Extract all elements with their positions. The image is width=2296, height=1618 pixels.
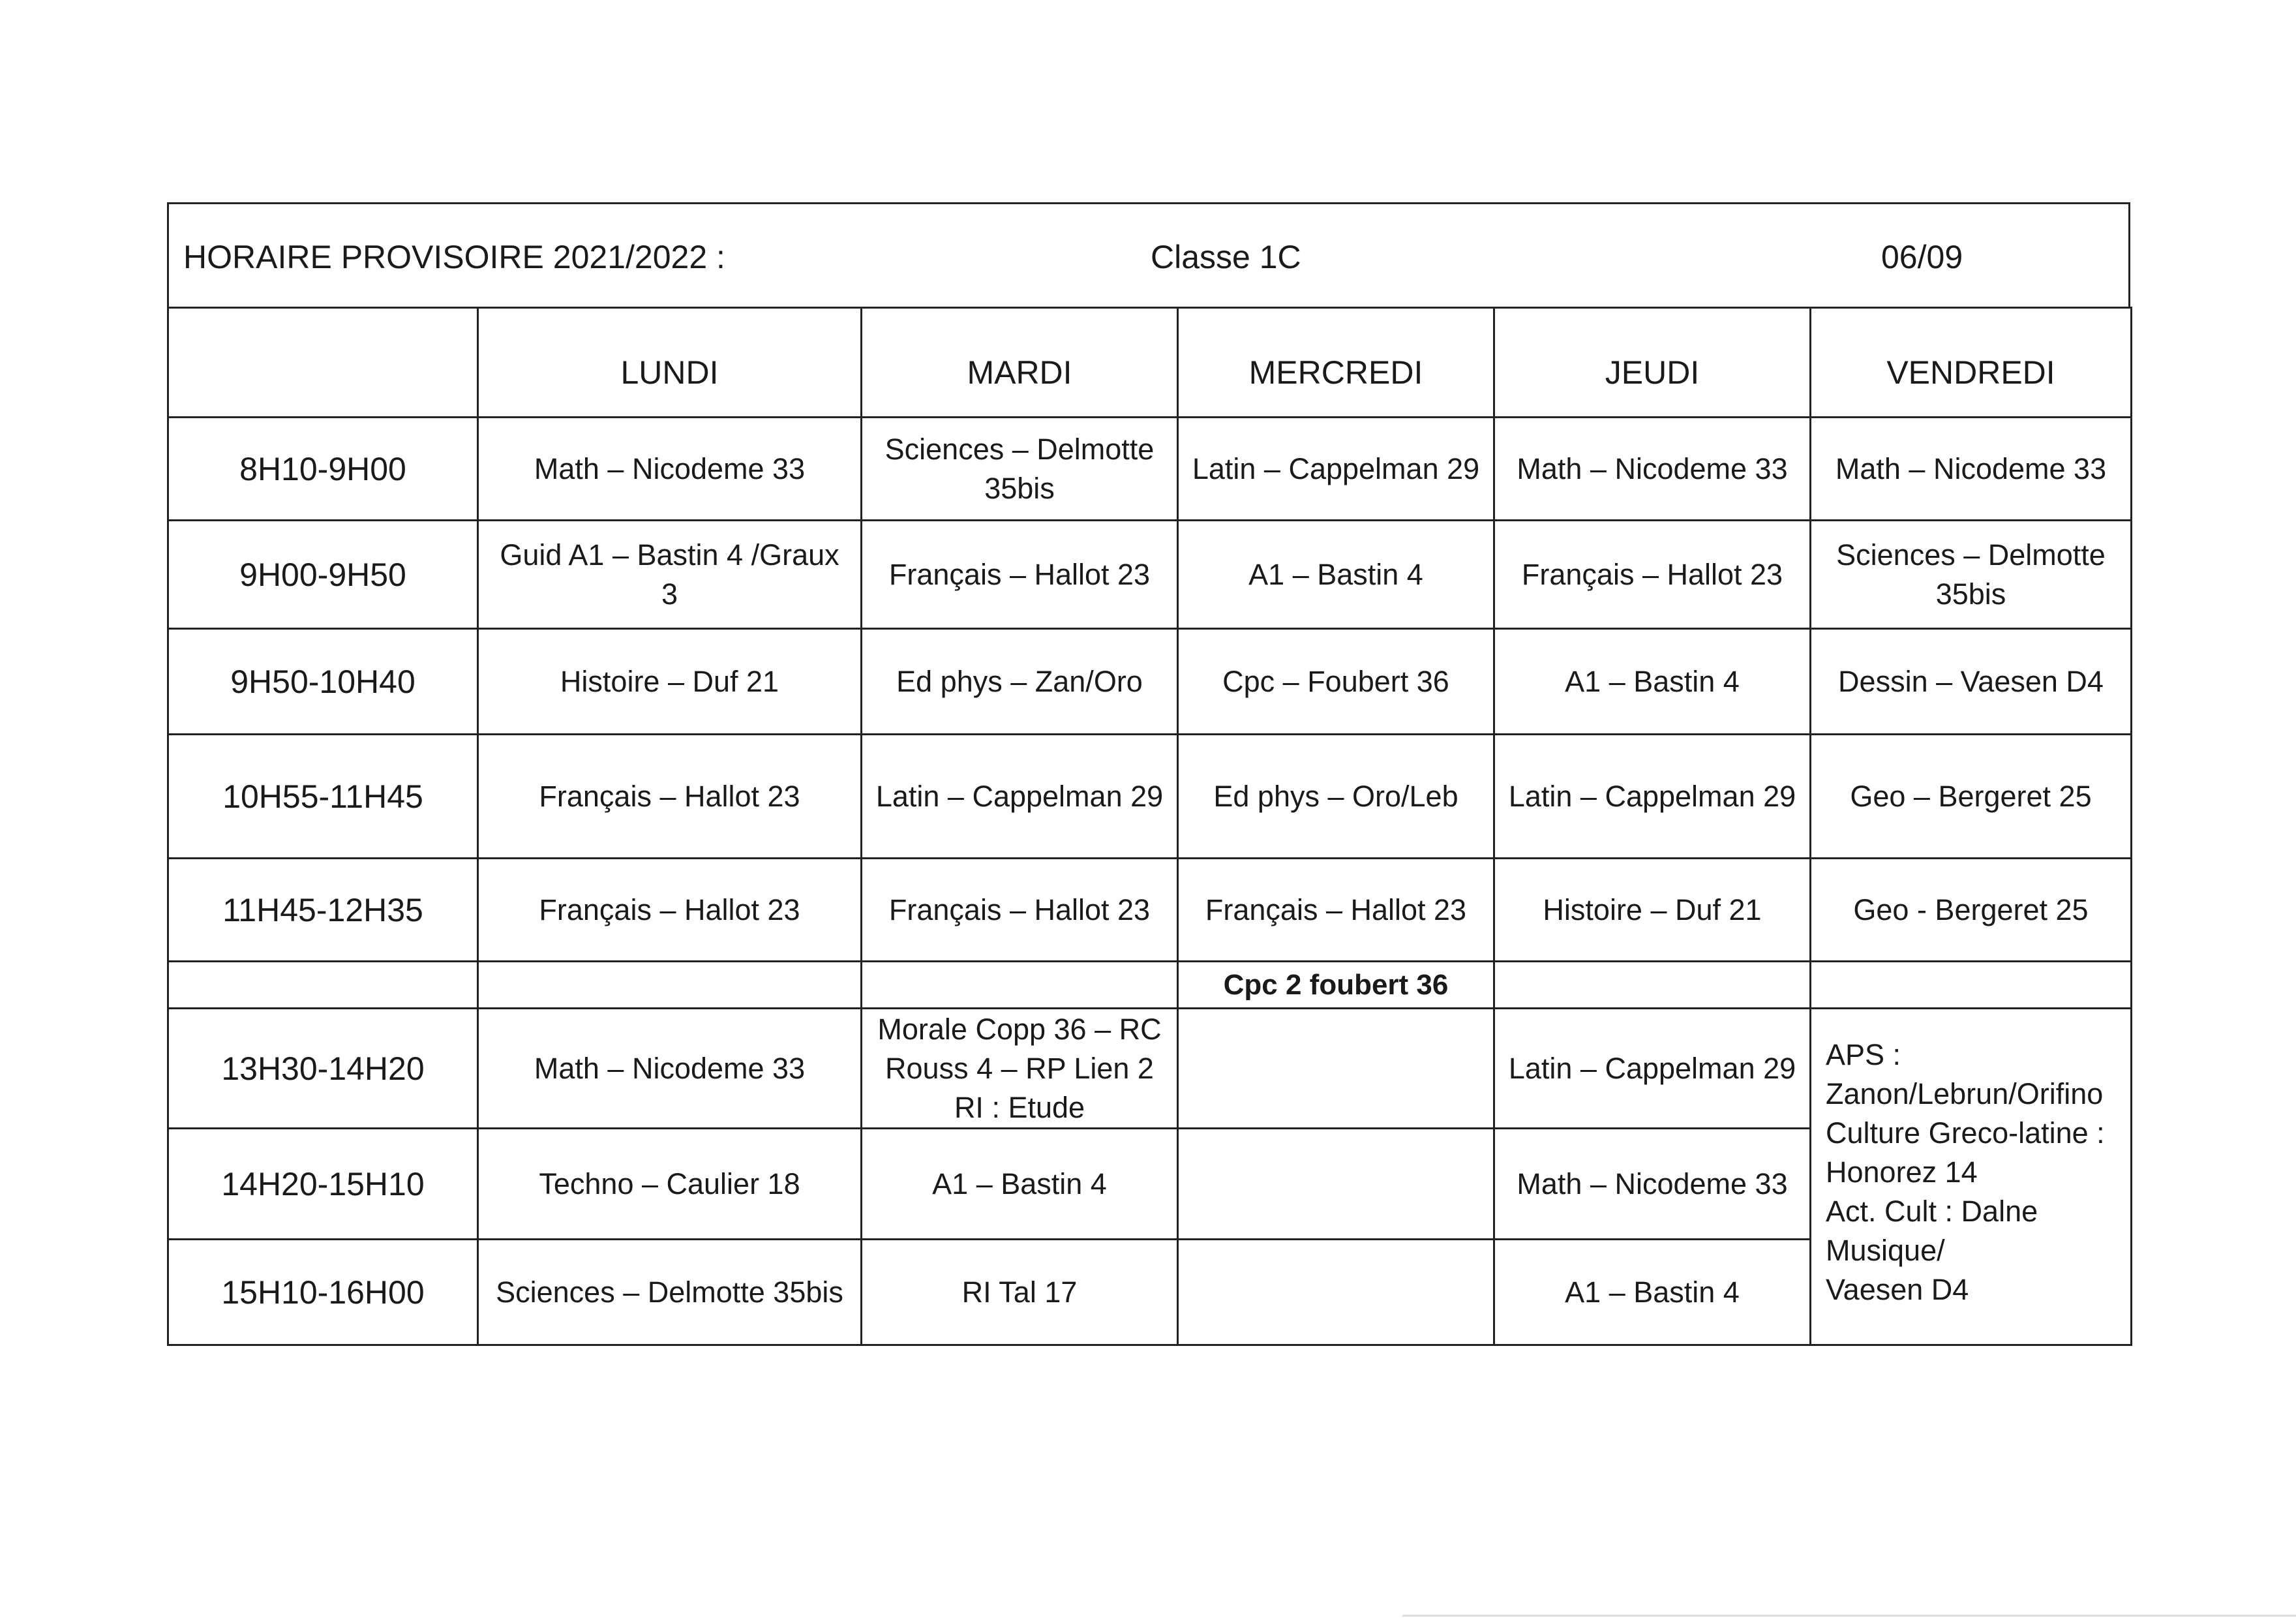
course-cell: Français – Hallot 23 [862,859,1178,962]
course-cell [1178,1009,1494,1129]
course-cell: Latin – Cappelman 29 [1494,1009,1811,1129]
course-cell: Sciences – Delmotte 35bis [478,1240,862,1345]
time-slot: 10H55-11H45 [168,735,478,859]
course-cell: Techno – Caulier 18 [478,1129,862,1240]
table-row [168,418,2132,521]
course-cell: Sciences – Delmotte 35bis [862,418,1178,521]
table-row [168,859,2132,962]
table-row [168,735,2132,859]
table-row [168,521,2132,629]
course-cell: A1 – Bastin 4 [1494,629,1811,735]
time-slot: 15H10-16H00 [168,1240,478,1345]
course-cell: A1 – Bastin 4 [1178,521,1494,629]
aps-line: Vaesen D4 [1826,1273,1969,1306]
aps-line: Act. Cult : Dalne [1826,1195,2038,1228]
corner-cell [168,308,478,418]
course-cell: Latin – Cappelman 29 [862,735,1178,859]
day-header-vendredi: VENDREDI [1811,308,2132,418]
course-cell: Latin – Cappelman 29 [1178,418,1494,521]
class-name: Classe 1C [1151,239,1301,275]
time-slot: 9H00-9H50 [168,521,478,629]
lunch-cell [1811,962,2132,1009]
day-header-mardi: MARDI [862,308,1178,418]
course-cell: Math – Nicodeme 33 [478,1009,862,1129]
course-cell: Histoire – Duf 21 [1494,859,1811,962]
course-cell: Ed phys – Zan/Oro [862,629,1178,735]
aps-line: APS : [1826,1038,1901,1071]
course-cell [1178,1240,1494,1345]
course-cell: Math – Nicodeme 33 [1494,418,1811,521]
course-cell: Français – Hallot 23 [1178,859,1494,962]
day-header-jeudi: JEUDI [1494,308,1811,418]
course-cell: Français – Hallot 23 [862,521,1178,629]
aps-line: Culture Greco-latine : [1826,1116,2105,1150]
vendredi-afternoon-cell [1811,1009,2132,1345]
course-cell: Sciences – Delmotte 35bis [1811,521,2132,629]
day-header-lundi: LUNDI [478,308,862,418]
course-cell: Ed phys – Oro/Leb [1178,735,1494,859]
course-cell: Geo – Bergeret 25 [1811,735,2132,859]
time-slot: 8H10-9H00 [168,418,478,521]
schedule-date: 06/09 [1881,239,1963,275]
course-cell: Français – Hallot 23 [1494,521,1811,629]
schedule-title: HORAIRE PROVISOIRE 2021/2022 : [183,239,725,275]
time-slot: 13H30-14H20 [168,1009,478,1129]
time-slot: 11H45-12H35 [168,859,478,962]
lunch-row [168,962,2132,1009]
table-row [168,1009,2132,1129]
day-header-mercredi: MERCREDI [1178,308,1494,418]
course-cell: Français – Hallot 23 [478,735,862,859]
course-cell: A1 – Bastin 4 [1494,1240,1811,1345]
course-cell: Geo - Bergeret 25 [1811,859,2132,962]
course-cell: Dessin – Vaesen D4 [1811,629,2132,735]
lunch-cell [862,962,1178,1009]
scan-edge-line [1402,1615,2296,1617]
timetable-sheet [167,202,2130,1346]
day-header-row [168,308,2132,418]
course-cell [1178,1129,1494,1240]
time-slot: 14H20-15H10 [168,1129,478,1240]
lunch-course-cell: Cpc 2 foubert 36 [1178,962,1494,1009]
course-cell: Guid A1 – Bastin 4 /Graux 3 [478,521,862,629]
course-cell: Morale Copp 36 – RC Rouss 4 – RP Lien 2 RI : Etude [862,1009,1178,1129]
lunch-cell [1494,962,1811,1009]
table-row [168,629,2132,735]
course-cell: Histoire – Duf 21 [478,629,862,735]
aps-line: Zanon/Lebrun/Orifino [1826,1077,2104,1110]
timetable-header [167,202,2130,307]
course-cell: Français – Hallot 23 [478,859,862,962]
course-cell: Cpc – Foubert 36 [1178,629,1494,735]
course-cell: A1 – Bastin 4 [862,1129,1178,1240]
lunch-cell [478,962,862,1009]
lunch-time-cell [168,962,478,1009]
aps-line: Honorez 14 [1826,1155,1978,1189]
time-slot: 9H50-10H40 [168,629,478,735]
timetable-grid [167,307,2132,1346]
course-cell: Math – Nicodeme 33 [478,418,862,521]
course-cell: RI Tal 17 [862,1240,1178,1345]
course-cell: Math – Nicodeme 33 [1494,1129,1811,1240]
course-cell: Latin – Cappelman 29 [1494,735,1811,859]
aps-line: Musique/ [1826,1234,1945,1267]
course-cell: Math – Nicodeme 33 [1811,418,2132,521]
